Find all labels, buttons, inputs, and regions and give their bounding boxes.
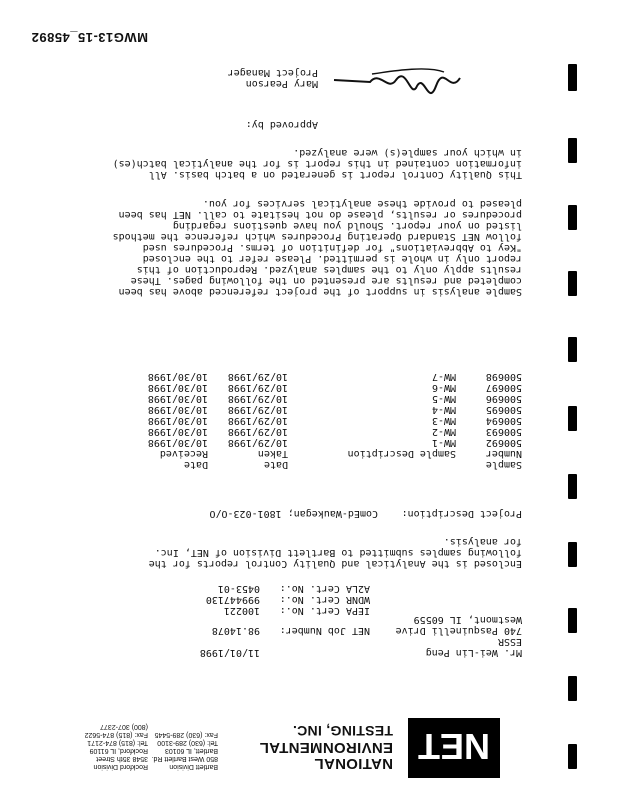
date-taken: 10/29/1998 bbox=[227, 371, 288, 382]
sample-number: 500692 bbox=[485, 437, 522, 448]
addressee-street: 740 Pasquinelli Drive bbox=[395, 625, 522, 636]
body-line: pleased to provide these analytical services for you. bbox=[202, 198, 522, 209]
qc-line: This Quality Control report is generated on a batch basis. All bbox=[148, 169, 522, 180]
division-line: Tel: (630) 289-3100 bbox=[157, 739, 218, 746]
sample-number: 500697 bbox=[485, 382, 522, 393]
division-line: 850 West Bartlett Rd. bbox=[151, 755, 218, 762]
date-received: 10/30/1998 bbox=[147, 404, 208, 415]
approver-title: Project Manager bbox=[227, 67, 318, 78]
qc-line: information contained in this report is for the analytical batch(es) bbox=[112, 158, 522, 169]
job-number: 98.14078 bbox=[211, 625, 260, 636]
company-line-3: TESTING, INC. bbox=[292, 723, 393, 739]
registration-mark bbox=[568, 542, 577, 567]
project-label: Project Description: bbox=[401, 508, 522, 519]
sample-number: 500694 bbox=[485, 415, 522, 426]
sample-number: 500696 bbox=[485, 393, 522, 404]
date-received: 10/30/1998 bbox=[147, 382, 208, 393]
body-line: report only in whole is permitted. Please refer to the enclosed bbox=[142, 253, 522, 264]
sample-number: 500695 bbox=[485, 404, 522, 415]
body-line: completed and results are presented on the following pages. These bbox=[130, 275, 522, 286]
division-line: Fax: (815) 874-5622 bbox=[84, 731, 148, 738]
cert-label-wdnr: WDNR Cert. No.: bbox=[279, 594, 370, 605]
date-received: 10/30/1998 bbox=[147, 437, 208, 448]
sample-number: 500698 bbox=[485, 371, 522, 382]
col-header-taken-date: Date bbox=[263, 459, 288, 470]
registration-mark bbox=[568, 138, 577, 163]
division-line: 3548 35th Street bbox=[96, 755, 148, 762]
sample-description: MW-1 bbox=[431, 437, 456, 448]
date-taken: 10/29/1998 bbox=[227, 426, 288, 437]
registration-mark bbox=[568, 406, 577, 431]
project-value: ComEd-Waukegan; 1801-023-O/O bbox=[209, 508, 378, 519]
sample-description: MW-2 bbox=[431, 426, 456, 437]
date-taken: 10/29/1998 bbox=[227, 415, 288, 426]
logo-text: NET bbox=[418, 726, 490, 767]
registration-mark bbox=[568, 271, 577, 296]
date-taken: 10/29/1998 bbox=[227, 404, 288, 415]
col-header-sample: Sample bbox=[485, 459, 522, 470]
division-line: Fax: (630) 289-5445 bbox=[154, 731, 218, 738]
approver-name: Mary Pearson bbox=[245, 78, 318, 89]
registration-mark bbox=[568, 337, 577, 362]
document-id: MWG13-15_45892 bbox=[31, 30, 148, 45]
intro-line-3: for analysis. bbox=[443, 536, 522, 547]
cert-label-a2la: A2LA Cert. No.: bbox=[279, 583, 370, 594]
body-line: procedures or results, please do not hesitate to call. NET has been bbox=[118, 209, 522, 220]
date-received: 10/30/1998 bbox=[147, 426, 208, 437]
col-header-number: Number bbox=[485, 448, 522, 459]
registration-mark bbox=[568, 64, 577, 91]
date-taken: 10/29/1998 bbox=[227, 393, 288, 404]
registration-mark bbox=[568, 474, 577, 499]
job-number-label: NET Job Number: bbox=[279, 625, 370, 636]
date-taken: 10/29/1998 bbox=[227, 437, 288, 448]
division-line: Rockford, IL 61109 bbox=[89, 747, 148, 754]
sample-description: MW-3 bbox=[431, 415, 456, 426]
registration-mark bbox=[568, 676, 577, 701]
sample-description: MW-5 bbox=[431, 393, 456, 404]
body-line: listed on your report. Should you have questions regarding bbox=[172, 220, 522, 231]
cert-value-a2la: 0453-01 bbox=[217, 583, 260, 594]
division-line: Rockford Division bbox=[93, 763, 148, 770]
company-line-1: NATIONAL bbox=[314, 755, 393, 772]
body-line: "Key to Abbreviations" for definition of terms. Procedures used bbox=[142, 242, 522, 253]
qc-line: in which your sample(s) were analyzed. bbox=[293, 147, 522, 158]
registration-mark bbox=[568, 608, 577, 633]
col-header-taken: Taken bbox=[257, 448, 288, 459]
sample-description: MW-6 bbox=[431, 382, 456, 393]
body-line: results apply only to the samples analyzed. Reproduction of this bbox=[136, 264, 522, 275]
division-line: (800) 307-2377 bbox=[100, 723, 148, 730]
date-received: 10/30/1998 bbox=[147, 371, 208, 382]
letter-date: 11/01/1998 bbox=[199, 647, 260, 658]
company-line-2: ENVIRONMENTAL bbox=[259, 739, 393, 756]
intro-line-2: following samples submitted to Bartlett Division of NET, Inc. bbox=[154, 547, 522, 558]
intro-line-1: Enclosed is the Analytical and Quality Control reports for the bbox=[148, 558, 522, 569]
date-received: 10/30/1998 bbox=[147, 393, 208, 404]
registration-mark bbox=[568, 744, 577, 769]
cert-value-iepa: 100221 bbox=[223, 605, 260, 616]
registration-mark bbox=[568, 205, 577, 230]
col-header-received-date: Date bbox=[183, 459, 208, 470]
cert-value-wdnr: 999447130 bbox=[205, 594, 260, 605]
date-received: 10/30/1998 bbox=[147, 415, 208, 426]
body-line: follow NET Standard Operating Procedures which reference the methods bbox=[112, 231, 522, 242]
col-header-description: Sample Description bbox=[347, 448, 456, 459]
division-line: Tel: (815) 874-2171 bbox=[87, 739, 148, 746]
division-line: Bartlett Division bbox=[169, 763, 218, 770]
body-line: Sample analysis in support of the project referenced above has been bbox=[118, 286, 522, 297]
addressee-city: Westmont, IL 60559 bbox=[413, 614, 522, 625]
addressee-name: Mr. Wei-Lin Peng bbox=[425, 647, 522, 658]
col-header-received: Received bbox=[159, 448, 208, 459]
addressee-company: ESSR bbox=[497, 636, 522, 647]
sample-description: MW-4 bbox=[431, 404, 456, 415]
date-taken: 10/29/1998 bbox=[227, 382, 288, 393]
approved-by-label: Approved by: bbox=[245, 119, 318, 130]
sample-description: MW-7 bbox=[431, 371, 456, 382]
cert-label-iepa: IEPA Cert. No.: bbox=[279, 605, 370, 616]
sample-number: 500693 bbox=[485, 426, 522, 437]
division-line: Bartlett, IL 60103 bbox=[164, 747, 218, 754]
